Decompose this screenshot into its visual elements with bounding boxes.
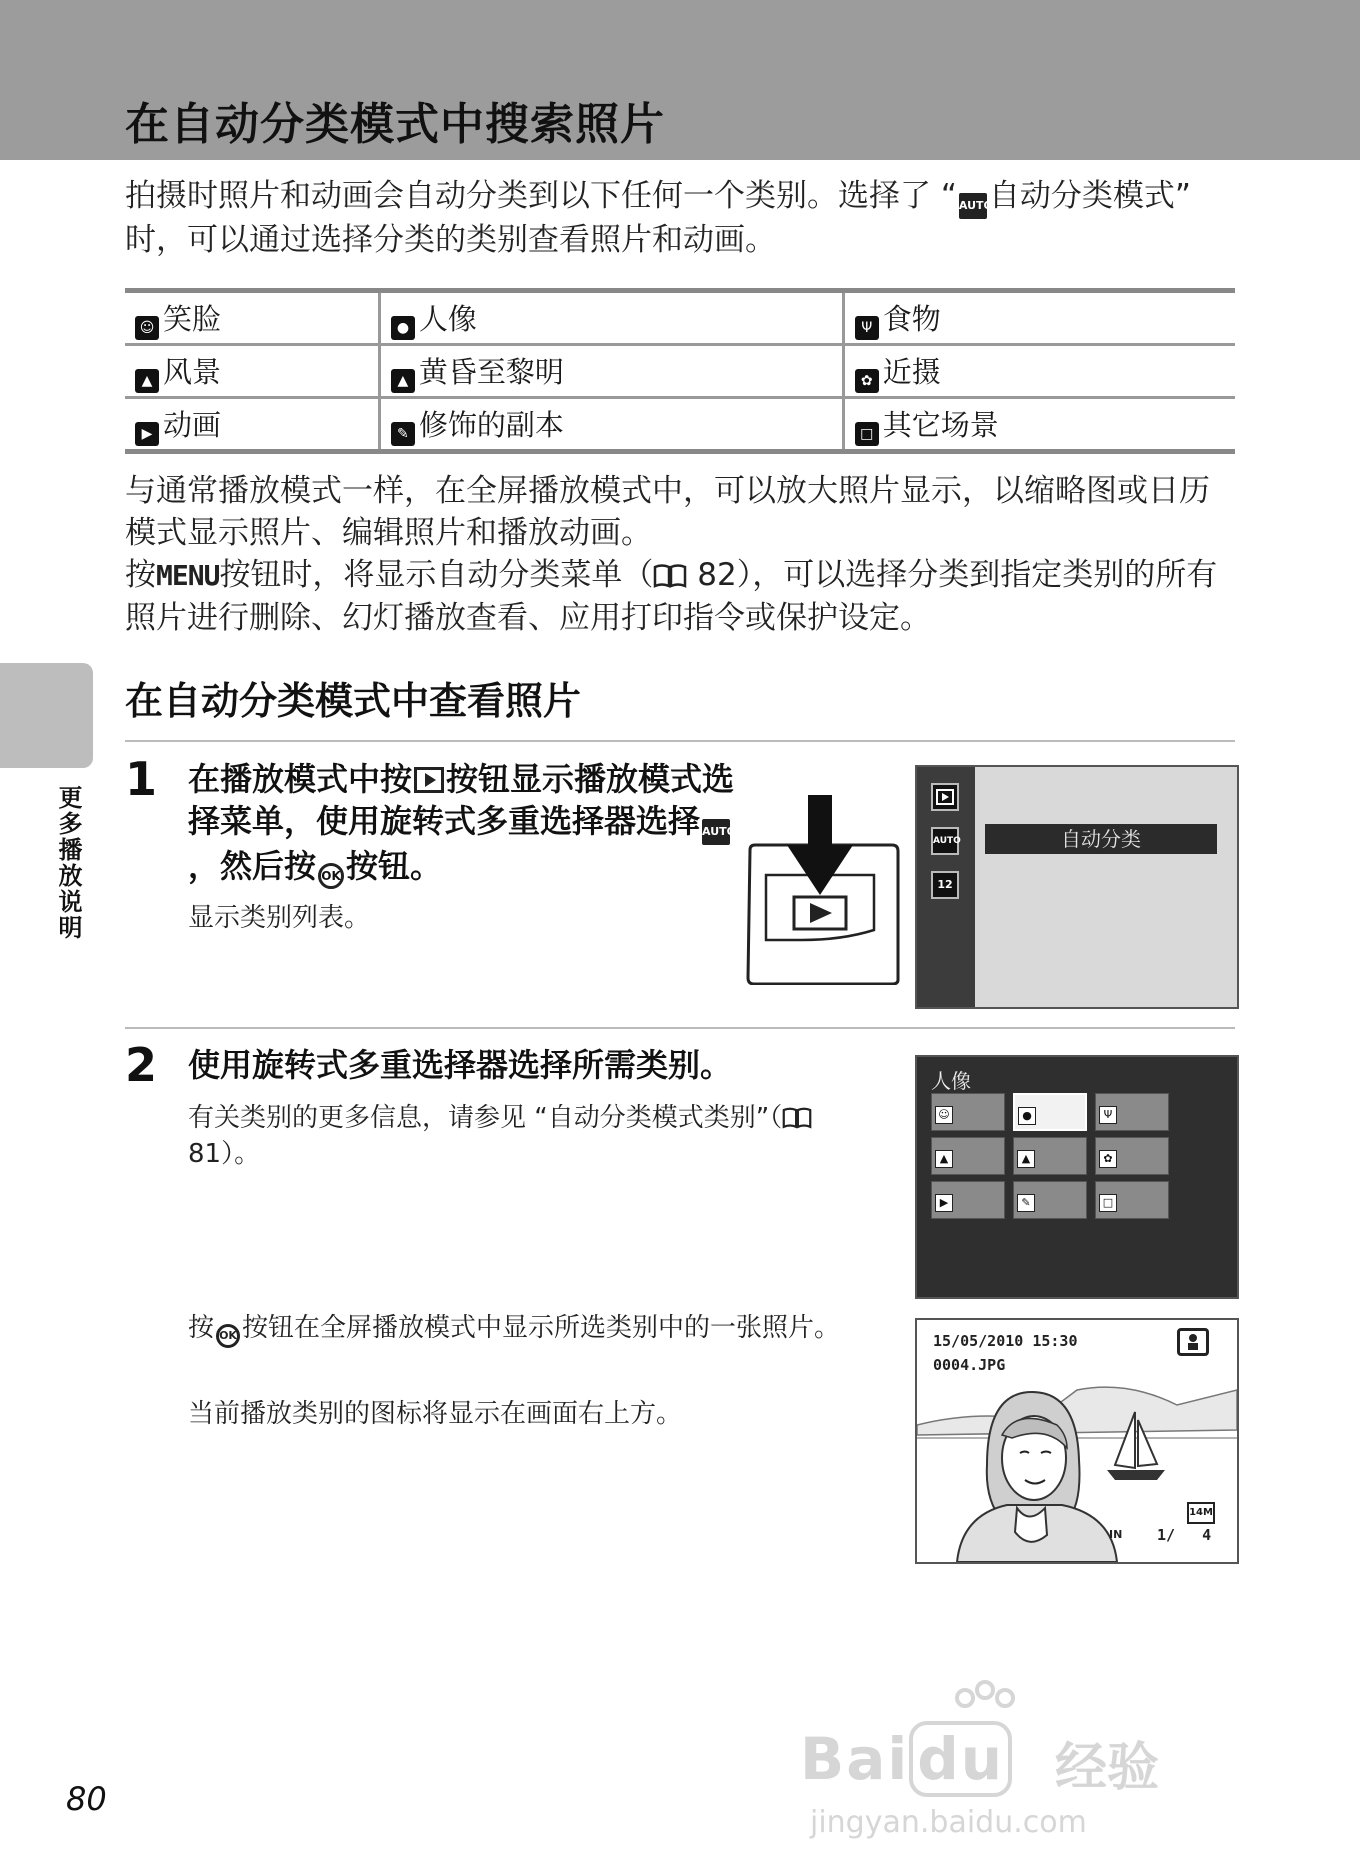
step-2-note-a: 有关类别的更多信息，请参见 “自动分类模式类别”（ (188, 1103, 783, 1133)
book-ref-icon (782, 1103, 812, 1125)
ok-instruction-prefix: 按 (188, 1313, 215, 1343)
ok-icon: OK (216, 1324, 240, 1348)
retouch-icon: ✎ (1017, 1194, 1035, 1212)
category-label: 风景 (163, 354, 222, 389)
ok-instruction-text: 按钮在全屏播放模式中显示所选类别中的一张照片。 (242, 1313, 841, 1343)
category-label: 黄昏至黎明 (418, 354, 564, 389)
divider (125, 1027, 1235, 1029)
datetime-readout: 15/05/2010 15:30 (933, 1332, 1078, 1350)
category-tile-movie[interactable] (931, 1181, 1005, 1219)
smile-icon: ☺ (135, 316, 159, 340)
watermark-brand-b: du (909, 1721, 1012, 1797)
intro-text-2: 自动分类模式” 时，可以通过选择分类的类别查看照片和动画。 (125, 178, 1191, 258)
category-table (125, 288, 1235, 454)
dusk-icon: ▲ (391, 369, 415, 393)
other-scenes-icon: □ (855, 422, 879, 446)
auto-sort-icon[interactable]: AUTO (931, 827, 959, 855)
divider (125, 740, 1235, 742)
step-2-note-b: 81）。 (188, 1139, 261, 1169)
category-cell (125, 398, 379, 452)
category-cell (843, 398, 1235, 452)
internal-memory-icon: IN (1109, 1528, 1123, 1541)
baidu-watermark (800, 1680, 1300, 1860)
landscape-icon: ▲ (135, 369, 159, 393)
watermark-url: jingyan.baidu.com (810, 1805, 1087, 1840)
category-cell (379, 345, 843, 398)
category-label: 其它场景 (882, 407, 999, 442)
watermark-product: 经验 (1055, 1738, 1160, 1798)
closeup-icon: ✿ (1099, 1150, 1117, 1168)
menu-text-rest: 按钮时，将显示自动分类菜单（ (219, 557, 654, 593)
movie-icon: ▶ (935, 1194, 953, 1212)
category-cell (125, 345, 379, 398)
play-icon (414, 767, 444, 793)
category-tile-landscape[interactable] (931, 1137, 1005, 1175)
other-scenes-icon: □ (1099, 1194, 1117, 1212)
book-ref-icon (653, 557, 687, 581)
category-label: 食物 (882, 301, 941, 336)
screen-category-grid (915, 1055, 1239, 1299)
category-tile-portrait[interactable] (1013, 1093, 1087, 1131)
category-cell (843, 345, 1235, 398)
screen-play-mode-menu (915, 765, 1239, 1009)
auto-mode-icon: AUTO (702, 819, 730, 845)
frame-counter: 1/ 4 (1157, 1526, 1212, 1544)
section-title: 在自动分类模式中查看照片 (125, 679, 582, 723)
category-tile-dusk[interactable] (1013, 1137, 1087, 1175)
paw-icon (945, 1680, 1025, 1740)
category-label: 动画 (163, 407, 222, 442)
category-tile-smile[interactable] (931, 1093, 1005, 1131)
menu-text-prefix: 按 (125, 557, 156, 593)
intro-paragraph (125, 175, 1235, 261)
step-1-heading-c: ，然后按 (188, 847, 317, 885)
step-2-heading: 使用旋转式多重选择器选择所需类别。 (188, 1046, 733, 1084)
play-button-illustration (742, 790, 902, 985)
list-by-date-icon[interactable]: 12 (931, 871, 959, 899)
category-label: 修饰的副本 (418, 407, 564, 442)
movie-icon: ▶ (135, 422, 159, 446)
category-label: 近摄 (882, 354, 941, 389)
category-tile-retouch[interactable] (1013, 1181, 1087, 1219)
chapter-tab (0, 663, 93, 768)
play-mode-icon[interactable] (931, 783, 959, 811)
category-row (125, 345, 1235, 398)
step-1-heading-a: 在播放模式中按 (188, 760, 413, 798)
step-1-note: 显示类别列表。 (188, 903, 371, 933)
portrait-category-icon (1177, 1328, 1209, 1356)
image-size-badge: 14M (1187, 1502, 1215, 1524)
category-tile-food[interactable] (1095, 1093, 1169, 1131)
step-1-heading (188, 758, 748, 889)
category-label: 笑脸 (163, 301, 222, 336)
category-tile-other-scenes[interactable] (1095, 1181, 1169, 1219)
dusk-icon: ▲ (1017, 1150, 1035, 1168)
menu-item-auto-sort[interactable]: 自动分类 (985, 824, 1217, 854)
retouch-icon: ✎ (391, 422, 415, 446)
auto-mode-icon: AUTO (959, 193, 987, 219)
step-1-heading-b: 按钮显示播放模式选择菜单，使用旋转式多重选择器选择 (188, 760, 735, 840)
category-row (125, 398, 1235, 452)
screen-title: 人像 (931, 1069, 971, 1093)
category-label: 人像 (418, 301, 477, 336)
ok-instruction (188, 1310, 878, 1348)
food-icon: Ψ (1099, 1106, 1117, 1124)
food-icon: Ψ (855, 316, 879, 340)
landscape-icon: ▲ (935, 1150, 953, 1168)
menu-button-label: MENU (156, 559, 220, 592)
ok-icon: OK (318, 863, 344, 889)
playback-paragraph: 与通常播放模式一样，在全屏播放模式中，可以放大照片显示，以缩略图或日历模式显示照片、编辑照片和播放动画。 (125, 473, 1210, 551)
portrait-icon: ● (1018, 1107, 1036, 1125)
menu-text-ref: 82），可以选择分类到指定类别的所有照片进行删除、幻灯播放查看、应用打印指令或保护设定。 (125, 557, 1218, 636)
step-1-number: 1 (125, 752, 158, 806)
category-cell (379, 398, 843, 452)
closeup-icon: ✿ (855, 369, 879, 393)
step-2-note (188, 1100, 878, 1172)
smile-icon: ☺ (935, 1106, 953, 1124)
icon-position-note: 当前播放类别的图标将显示在画面右上方。 (188, 1399, 683, 1429)
step-1-heading-d: 按钮。 (346, 847, 443, 885)
category-cell (843, 291, 1235, 345)
screen-full-playback (915, 1318, 1239, 1564)
category-cell (379, 291, 843, 345)
page-number: 80 (66, 1780, 107, 1818)
chapter-label: 更多播放说明 (54, 785, 82, 941)
portrait-icon: ● (391, 316, 415, 340)
page-title: 在自动分类模式中搜索照片 (125, 99, 665, 150)
intro-text-1: 拍摄时照片和动画会自动分类到以下任何一个类别。选择了 “ (125, 178, 957, 214)
menu-panel (975, 767, 1237, 1007)
filename-readout: 0004.JPG (933, 1356, 1006, 1374)
step-2-number: 2 (125, 1038, 158, 1092)
menu-paragraph (125, 554, 1235, 639)
category-tile-closeup[interactable] (1095, 1137, 1169, 1175)
category-row (125, 291, 1235, 345)
watermark-brand-a: Bai (800, 1725, 910, 1793)
category-cell (125, 291, 379, 345)
